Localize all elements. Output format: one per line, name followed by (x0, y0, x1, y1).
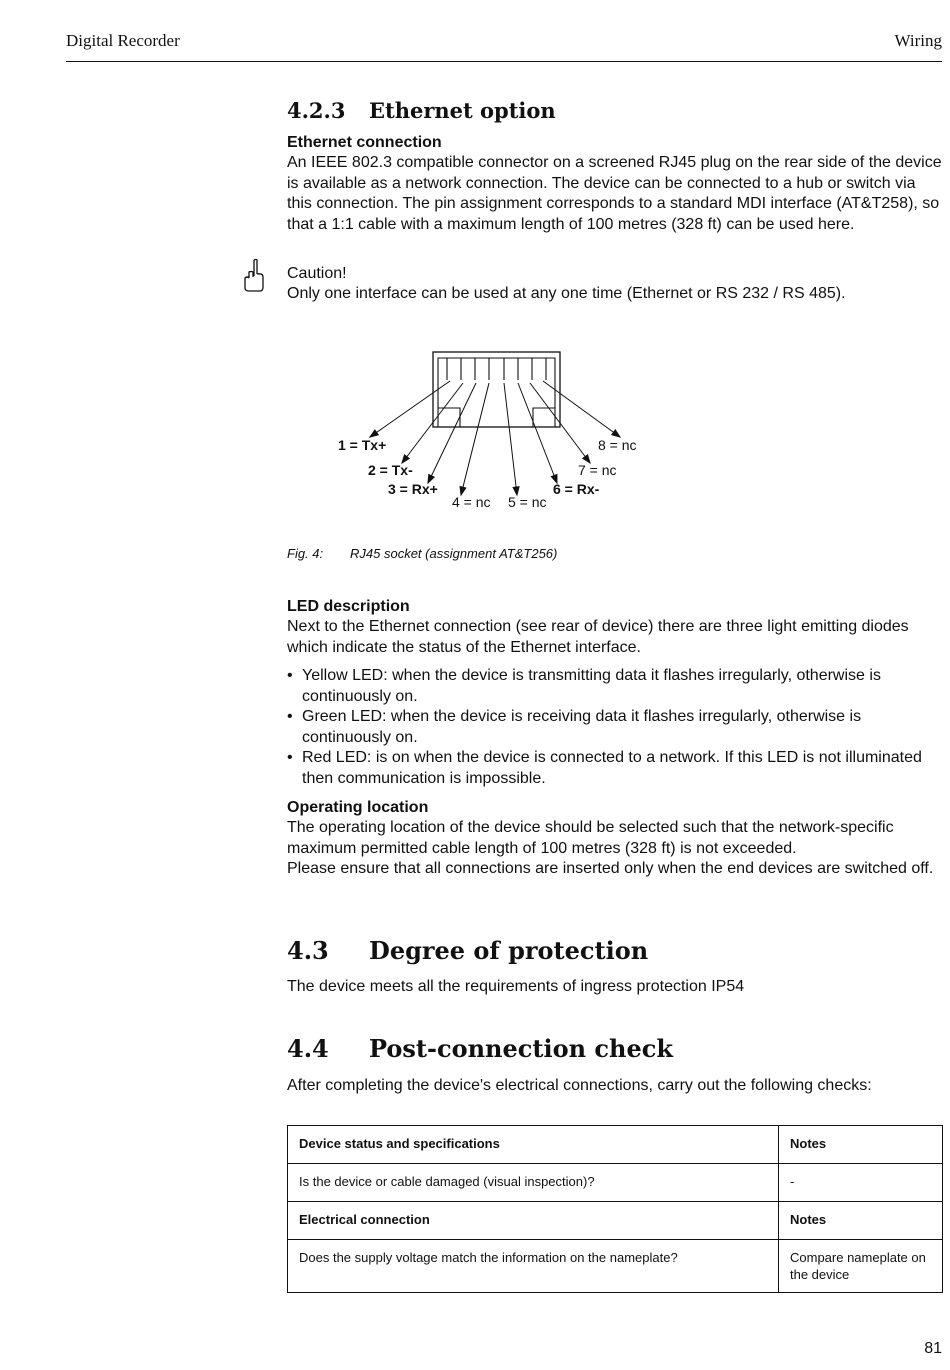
pin-label-6: 6 = Rx- (553, 481, 600, 497)
pin-arrow-5 (504, 383, 517, 495)
table-cell: Compare nameplate on the device (779, 1240, 943, 1293)
pin-arrow-4 (461, 383, 489, 495)
ethernet-body: An IEEE 802.3 compatible connector on a screened RJ45 plug on the rear side of the device is available as a network connection. The device can be connected to a hub or switch via this connection. The pin assignment corresponds to a standard MDI interface (AT&T258), so that a 1:1 cable with a maximum length of 100 metres (328 ft) can be used here. (287, 154, 942, 233)
table-cell: Notes (779, 1202, 943, 1240)
table-row (288, 1202, 943, 1240)
table-cell: - (779, 1164, 943, 1202)
post-connection-body: After completing the device's electrical connections, carry out the following checks: (287, 1077, 872, 1094)
page-number: 81 (924, 1340, 942, 1357)
pin-label-7: 7 = nc (578, 462, 617, 478)
header-chapter: Wiring (894, 31, 942, 50)
post-connection-check-table (287, 1125, 943, 1293)
section-title: Degree of protection (369, 936, 649, 965)
figure-number: Fig. 4: (287, 546, 324, 561)
table-cell: Device status and specifications (288, 1126, 779, 1164)
subheading-led-description: LED description (287, 598, 410, 615)
pin-label-3: 3 = Rx+ (388, 481, 438, 497)
table-row (288, 1240, 943, 1293)
list-item: • Red LED: is on when the device is connected to a network. If this LED is not illuminated then communication is impossible. (287, 748, 942, 789)
section-number: 4.3 (287, 936, 329, 965)
location-body-2: Please ensure that all connections are inserted only when the end devices are switched off. (287, 860, 934, 877)
subheading-ethernet-connection: Ethernet connection (287, 134, 442, 151)
subheading-operating-location: Operating location (287, 799, 429, 816)
figure-caption (287, 546, 557, 561)
table-row (288, 1164, 943, 1202)
page-header (66, 31, 942, 62)
section-number: 4.4 (287, 1034, 329, 1063)
led-intro: Next to the Ethernet connection (see rear of device) there are three light emitting diodes which indicate the status of the Ethernet interface. (287, 618, 909, 656)
list-item: • Yellow LED: when the device is transmitting data it flashes irregularly, otherwise is continuously on. (287, 666, 942, 707)
figure-caption-text: RJ45 socket (assignment AT&T256) (350, 546, 558, 561)
led-list (287, 666, 942, 789)
rj45-socket-diagram (330, 345, 660, 520)
socket-outer (433, 352, 560, 427)
table-cell: Notes (779, 1126, 943, 1164)
pin-arrow-6 (518, 383, 557, 483)
table-row (288, 1126, 943, 1164)
arrowhead-8 (612, 430, 620, 437)
pin-label-8: 8 = nc (598, 437, 637, 453)
caution-title: Caution! (287, 265, 347, 282)
section-heading-44 (287, 1034, 673, 1063)
location-body-1: The operating location of the device should be selected such that the network-specific maximum permitted cable length of 100 metres (328 ft) is not exceeded. (287, 819, 894, 857)
arrowhead-1 (370, 430, 378, 437)
pin-label-4: 4 = nc (452, 494, 491, 510)
table-cell: Is the device or cable damaged (visual inspection)? (288, 1164, 779, 1202)
table-cell: Does the supply voltage match the information on the nameplate? (288, 1240, 779, 1293)
list-item: • Green LED: when the device is receiving data it flashes irregularly, otherwise is continuously on. (287, 707, 942, 748)
protection-body: The device meets all the requirements of ingress protection IP54 (287, 978, 745, 995)
section-title: Ethernet option (369, 98, 556, 123)
pointing-hand-icon (242, 258, 266, 292)
section-heading-423 (287, 98, 556, 123)
caution-text: Only one interface can be used at any one time (Ethernet or RS 232 / RS 485). (287, 285, 846, 302)
section-number: 4.2.3 (287, 98, 346, 123)
section-title: Post-connection check (369, 1034, 673, 1063)
table-cell: Electrical connection (288, 1202, 779, 1240)
header-doc-title: Digital Recorder (66, 31, 180, 50)
pin-label-5: 5 = nc (508, 494, 547, 510)
pin-label-1: 1 = Tx+ (338, 437, 387, 453)
section-heading-43 (287, 936, 648, 965)
pin-label-2: 2 = Tx- (368, 462, 413, 478)
